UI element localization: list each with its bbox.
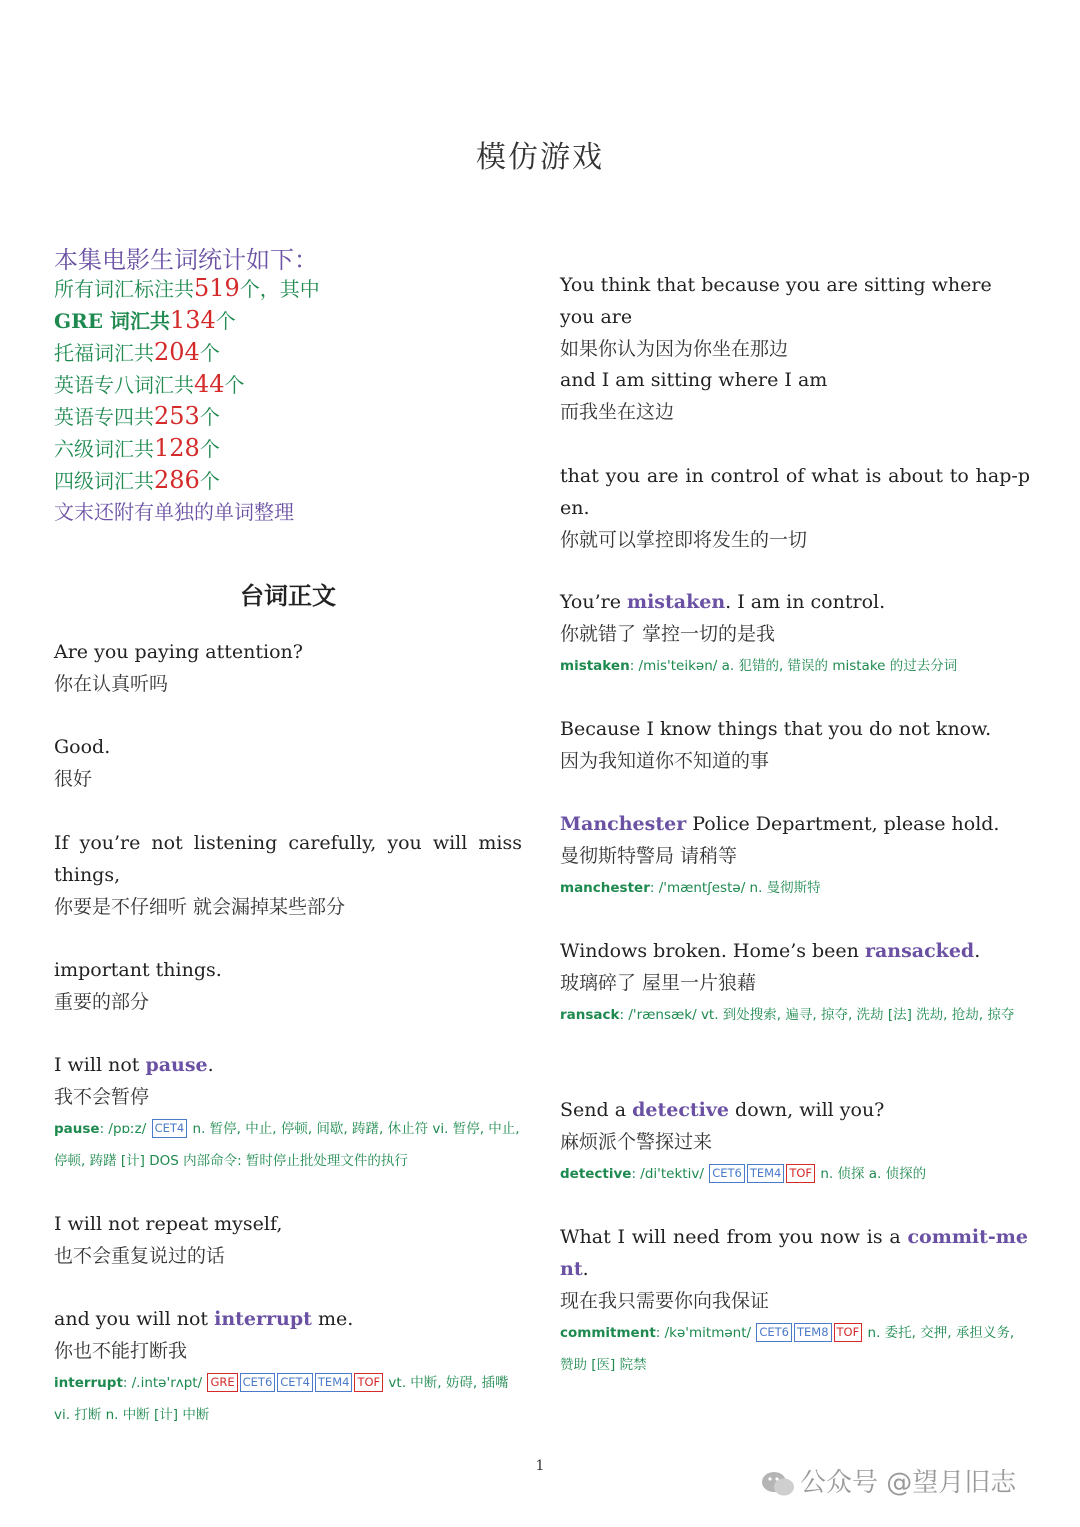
- subtitle-entry: [560, 364, 1028, 428]
- page-number: 1: [535, 1458, 545, 1474]
- watermark: [760, 1462, 1060, 1502]
- subtitle-entry: [560, 460, 1028, 556]
- subtitle-entry: [560, 586, 1028, 682]
- english-line: Windows broken. Home’s been ransacked.: [560, 940, 981, 962]
- stat-line: 所有词汇标注共519个，其中: [54, 274, 320, 302]
- highlighted-word: ransacked: [864, 940, 975, 962]
- exam-tag: CET4: [277, 1373, 313, 1392]
- chinese-line: 现在我只需要你向我保证: [560, 1290, 770, 1312]
- subtitle-entry: [54, 636, 522, 700]
- subtitle-entry: [560, 935, 1028, 1031]
- exam-tag: CET6: [240, 1373, 276, 1392]
- english-line: and you will not interrupt me.: [54, 1308, 354, 1330]
- word-gloss: interrupt: /.intə'rʌpt/ GRE CET6 CET4 TEM4 TOF vt. 中断, 妨碍, 插嘴 vi. 打断 n. 中断 [计] 中断: [54, 1375, 509, 1423]
- highlighted-word: Manchester: [560, 813, 687, 835]
- chinese-line: 如果你认为因为你坐在那边: [560, 338, 789, 360]
- english-line: I will not pause.: [54, 1054, 214, 1076]
- exam-tag: TEM4: [747, 1164, 785, 1183]
- english-line: Send a detective down, will you?: [560, 1099, 885, 1121]
- chinese-line: 你在认真听吗: [54, 673, 169, 695]
- exam-tag: CET6: [709, 1164, 745, 1183]
- highlighted-word: mistaken: [626, 591, 726, 613]
- english-line: and I am sitting where I am: [560, 369, 828, 391]
- chinese-line: 也不会重复说过的话: [54, 1245, 226, 1267]
- english-line: What I will need from you now is a commit-ment.: [560, 1226, 1028, 1280]
- english-line: Good.: [54, 736, 111, 758]
- word-gloss: ransack: /'rænsæk/ vt. 到处搜索, 遍寻, 掠夺, 洗劫 [法] 洗劫, 抢劫, 掠夺: [560, 1007, 1015, 1023]
- word-gloss: commitment: /kə'mitmənt/ CET6 TEM8 TOF n. 委托, 交押, 承担义务, 赞助 [医] 院禁: [560, 1325, 1015, 1373]
- highlighted-word: commit-ment: [560, 1226, 1028, 1280]
- page-title: 模仿游戏: [476, 140, 604, 175]
- chinese-line: 你也不能打断我: [54, 1340, 188, 1362]
- english-line: important things.: [54, 959, 222, 981]
- exam-tag: GRE: [207, 1373, 237, 1392]
- exam-tag: TEM4: [315, 1373, 353, 1392]
- word-gloss: detective: /di'tektiv/ CET6 TEM4 TOF n. 侦探 a. 侦探的: [560, 1166, 927, 1182]
- chinese-line: 你就错了 掌控一切的是我: [560, 623, 776, 645]
- english-line: I will not repeat myself,: [54, 1213, 283, 1235]
- exam-tag: CET4: [152, 1119, 188, 1138]
- chinese-line: 我不会暂停: [54, 1086, 150, 1108]
- highlighted-word: pause: [145, 1054, 208, 1076]
- english-line: that you are in control of what is about to hap-pen.: [560, 465, 1030, 519]
- subtitle-entry: [560, 1221, 1028, 1381]
- subtitle-entry: [54, 954, 522, 1018]
- english-line: If you’re not listening carefully, you will miss things,: [54, 832, 522, 886]
- chinese-line: 很好: [54, 768, 93, 790]
- stats-list: [54, 272, 522, 528]
- highlighted-word: detective: [632, 1099, 730, 1121]
- subtitle-entry: [54, 1208, 522, 1272]
- word-gloss: manchester: /'mæntʃestə/ n. 曼彻斯特: [560, 880, 821, 896]
- word-gloss: mistaken: /mis'teikən/ a. 犯错的, 错误的 mistake 的过去分词: [560, 658, 958, 674]
- stat-line: 英语专八词汇共44个: [54, 370, 245, 398]
- exam-tag: TEM8: [794, 1323, 832, 1342]
- english-line: Are you paying attention?: [54, 641, 303, 663]
- wechat-icon: [760, 1470, 796, 1498]
- subtitle-entry: [560, 808, 1028, 904]
- exam-tag: TOF: [834, 1323, 863, 1342]
- stats-note: 文末还附有单独的单词整理: [54, 500, 294, 524]
- chinese-line: 你要是不仔细听 就会漏掉某些部分: [54, 896, 346, 918]
- stat-line: 托福词汇共204个: [54, 338, 220, 366]
- subtitle-entry: [560, 1094, 1028, 1190]
- watermark-text: 公众号 @望月旧志: [800, 1468, 1017, 1498]
- stat-line: 英语专四共253个: [54, 402, 220, 430]
- subtitle-entry: [54, 1303, 522, 1431]
- word-gloss: pause: /pɒːz/ CET4 n. 暂停, 中止, 停顿, 间歇, 踌躇, 休止符 vi. 暂停, 中止, 停顿, 踌躇 [计] DOS 内部命令: 暂时停止批处理文件的执行: [54, 1121, 520, 1169]
- section-heading: 台词正文: [240, 581, 336, 610]
- exam-tag: CET6: [756, 1323, 792, 1342]
- subtitle-entry: [54, 731, 522, 795]
- chinese-line: 玻璃碎了 屋里一片狼藉: [560, 972, 757, 994]
- stats-title: 本集电影生词统计如下：: [54, 246, 318, 274]
- highlighted-word: interrupt: [214, 1308, 312, 1330]
- subtitle-entry: [54, 1049, 522, 1177]
- chinese-line: 而我坐在这边: [560, 401, 675, 423]
- subtitle-entry: [560, 713, 1028, 777]
- subtitle-entry: [560, 269, 1028, 365]
- chinese-line: 因为我知道你不知道的事: [560, 750, 770, 772]
- chinese-line: 重要的部分: [54, 991, 150, 1013]
- chinese-line: 你就可以掌控即将发生的一切: [560, 529, 808, 551]
- stat-line: 六级词汇共128个: [54, 434, 220, 462]
- exam-tag: TOF: [354, 1373, 383, 1392]
- stat-line: GRE 词汇共134个: [54, 306, 236, 334]
- exam-tag: TOF: [786, 1164, 815, 1183]
- english-line: Because I know things that you do not know.: [560, 718, 992, 740]
- chinese-line: 麻烦派个警探过来: [560, 1131, 713, 1153]
- chinese-line: 曼彻斯特警局 请稍等: [560, 845, 738, 867]
- english-line: You’re mistaken. I am in control.: [560, 591, 886, 613]
- stat-line: 四级词汇共286个: [54, 466, 220, 494]
- english-line: You think that because you are sitting where you are: [560, 274, 992, 328]
- subtitle-entry: [54, 827, 522, 923]
- english-line: Manchester Police Department, please hold.: [560, 813, 1000, 835]
